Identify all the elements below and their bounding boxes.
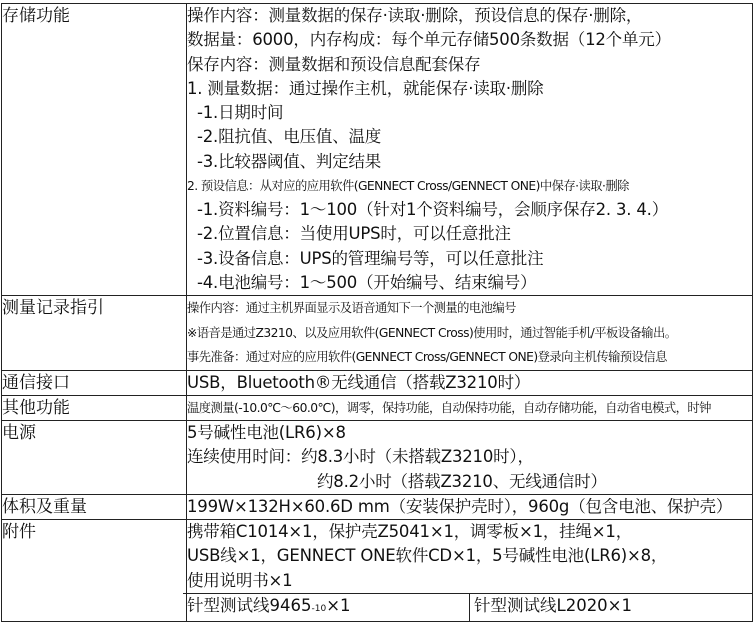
list-item: -3.设备信息：UPS的管理编号等，可以任意批注 — [197, 248, 544, 268]
list-item: 2. 预设信息：从对应的应用软件(GENNECT Cross/GENNECT ONE)中保存·读取·删除 — [187, 179, 629, 194]
accessory-probe-9465 — [183, 594, 470, 621]
list-item: 操作内容：通过主机界面显示及语音通知下一个测量的电池编号 — [187, 301, 516, 316]
list-item: ※语音是通过Z3210、以及应用软件(GENNECT Cross)使用时，通过智能手机/平板设备输出。 — [187, 325, 677, 340]
probe-9465-name: 针型测试线9465 — [187, 595, 312, 615]
list-item: 携带箱C1014×1，保护壳Z5041×1，调零板×1，挂绳×1， — [187, 521, 632, 541]
power-content — [187, 421, 753, 495]
list-item: -3.比较器阈值、判定结果 — [197, 151, 382, 171]
list-item: -1.日期时间 — [197, 103, 284, 123]
list-item: -2.阻抗值、电压值、温度 — [197, 127, 382, 147]
other-functions-content — [187, 396, 753, 421]
probe-9465-suffix: -10 — [311, 603, 327, 614]
row-label-accessories: 附件 — [2, 519, 187, 621]
list-item: 1. 测量数据：通过操作主机，就能保存·读取·删除 — [187, 78, 544, 98]
row-label-interface: 通信接口 — [2, 371, 187, 396]
row-label-record-guide: 测量记录指引 — [2, 296, 187, 371]
record-guide-content — [187, 296, 753, 371]
table-row — [2, 4, 753, 296]
table-row — [2, 396, 753, 421]
table-row — [2, 519, 753, 621]
table-row — [2, 421, 753, 495]
list-item: 使用说明书×1 — [187, 570, 293, 590]
accessories-split-row — [183, 593, 752, 621]
size-weight-content — [187, 494, 753, 519]
list-item: 事先准备：通过对应的应用软件(GENNECT Cross/GENNECT ONE)登录向主机传输预设信息 — [187, 350, 667, 365]
storage-content — [187, 4, 753, 296]
list-item: -4.电池编号：1～500（开始编号、结束编号） — [197, 272, 537, 292]
list-item: 连续使用时间：约8.3小时（未搭载Z3210时）， — [187, 447, 534, 467]
accessories-content — [187, 519, 753, 621]
table-row — [2, 296, 753, 371]
row-label-other-functions: 其他功能 — [2, 396, 187, 421]
list-item: -1.资料编号：1～100（针对1个资料编号，会顺序保存2. 3. 4.） — [197, 200, 669, 220]
table-row — [2, 371, 753, 396]
list-item: 操作内容：测量数据的保存·读取·删除，预设信息的保存·删除， — [187, 6, 643, 25]
list-item: 5号碱性电池(LR6)×8 — [187, 423, 346, 443]
list-item: 保存内容：测量数据和预设信息配套保存 — [187, 54, 481, 74]
list-item: 温度测量(-10.0℃～60.0℃)，调零，保持功能，自动保持功能，自动存储功能，自动省电模式，时钟 — [187, 401, 711, 416]
row-label-storage: 存储功能 — [2, 4, 187, 296]
list-item: 199W×132H×60.6D mm（安装保护壳时），960g（包含电池、保护壳） — [187, 496, 733, 516]
list-item: USB，Bluetooth®无线通信（搭载Z3210时） — [187, 373, 531, 393]
list-item: -2.位置信息：当使用UPS时，可以任意批注 — [197, 224, 511, 244]
row-label-power: 电源 — [2, 421, 187, 495]
list-item: USB线×1，GENNECT ONE软件CD×1，5号碱性电池(LR6)×8， — [187, 546, 668, 566]
table-row — [2, 494, 753, 519]
list-item: 数据量：6000，内存构成：每个单元存储500条数据（12个单元） — [187, 30, 671, 50]
row-label-size-weight: 体积及重量 — [2, 494, 187, 519]
list-item: 约8.2小时（搭载Z3210、无线通信时） — [317, 471, 607, 491]
accessory-probe-l2020: 针型测试线L2020×1 — [474, 595, 633, 615]
spec-table — [1, 3, 753, 622]
probe-9465-qty: ×1 — [326, 595, 351, 615]
interface-content — [187, 371, 753, 396]
